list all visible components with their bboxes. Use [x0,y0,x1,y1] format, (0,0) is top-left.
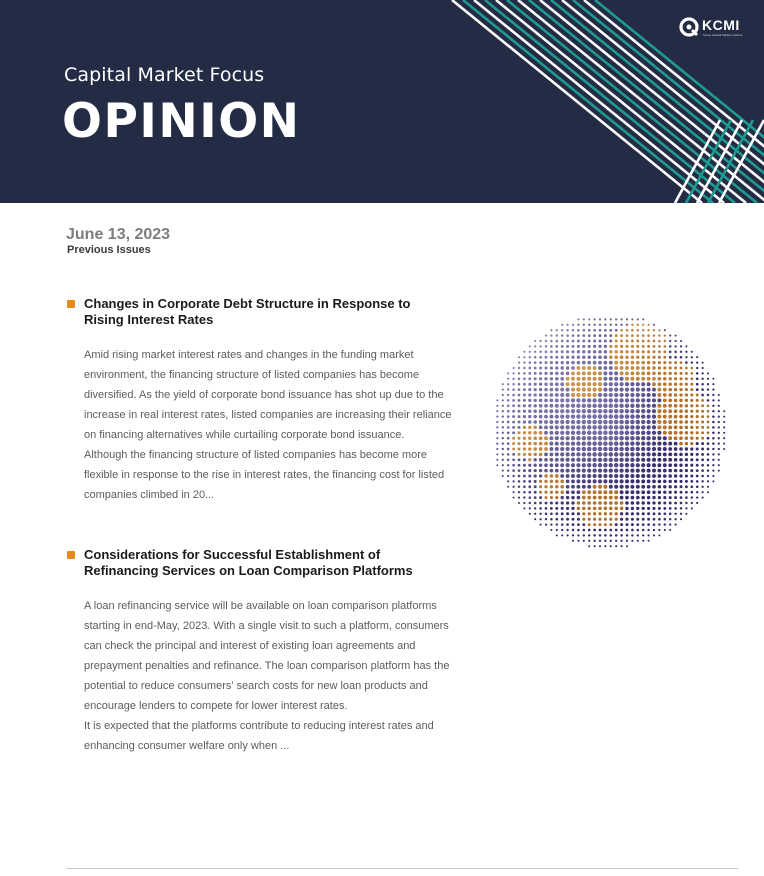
article-1-title-line1: Changes in Corporate Debt Structure in Response to [84,296,411,311]
article-1 [66,296,452,505]
article-2-title-link[interactable] [84,547,452,579]
article-1-paragraph-1: Amid rising market interest rates and changes in the funding market environment, the financing structure of listed companies has become diversified. As the yield of corporate bond issuance has shot up due to the increase in real interest rates, listed companies are increasing their reliance on financing alternatives while curtailing corporate bond issuance. [84,349,452,441]
article-1-title-line2: Rising Interest Rates [84,312,214,327]
article-2-paragraph-2: It is expected that the platforms contribute to reducing interest rates and enhancing consumer welfare only when ... [84,720,434,752]
kcmi-logo[interactable] [678,14,752,40]
dotted-globe-icon [490,312,728,550]
kcmi-logo-icon [678,16,700,38]
footer-divider [66,868,738,869]
series-title: Capital Market Focus [64,64,265,86]
article-1-summary [84,345,452,505]
article-2 [66,547,452,756]
previous-issues-link[interactable]: Previous Issues [67,244,151,256]
logo-text: KCMI [702,17,740,33]
article-2-title-line1: Considerations for Successful Establishment of [84,547,381,562]
header-banner [0,0,764,203]
article-1-title-link[interactable] [84,296,452,328]
article-1-paragraph-2: Although the financing structure of listed companies has become more flexible in response to the rise in interest rates, the financing cost for listed companies climbed in 20... [84,449,445,501]
issue-date: June 13, 2023 [66,226,171,243]
bullet-square-icon [67,551,75,559]
bullet-square-icon [67,300,75,308]
logo-subtext: Korea Capital Market Institute [703,33,743,37]
article-2-paragraph-1: A loan refinancing service will be available on loan comparison platforms starting in end-May, 2023. With a single visit to such a platform, consumers can check the principal and interest of existing loan agreements and prepayment penalties and refinance. The loan comparison platform has the potential to reduce consumers' search costs for new loan products and encourage lenders to compete for lower interest rates. [84,600,450,712]
article-2-summary [84,596,452,756]
article-2-title-line2: Refinancing Services on Loan Comparison Platforms [84,563,413,578]
page-title: OPINION [62,94,301,149]
